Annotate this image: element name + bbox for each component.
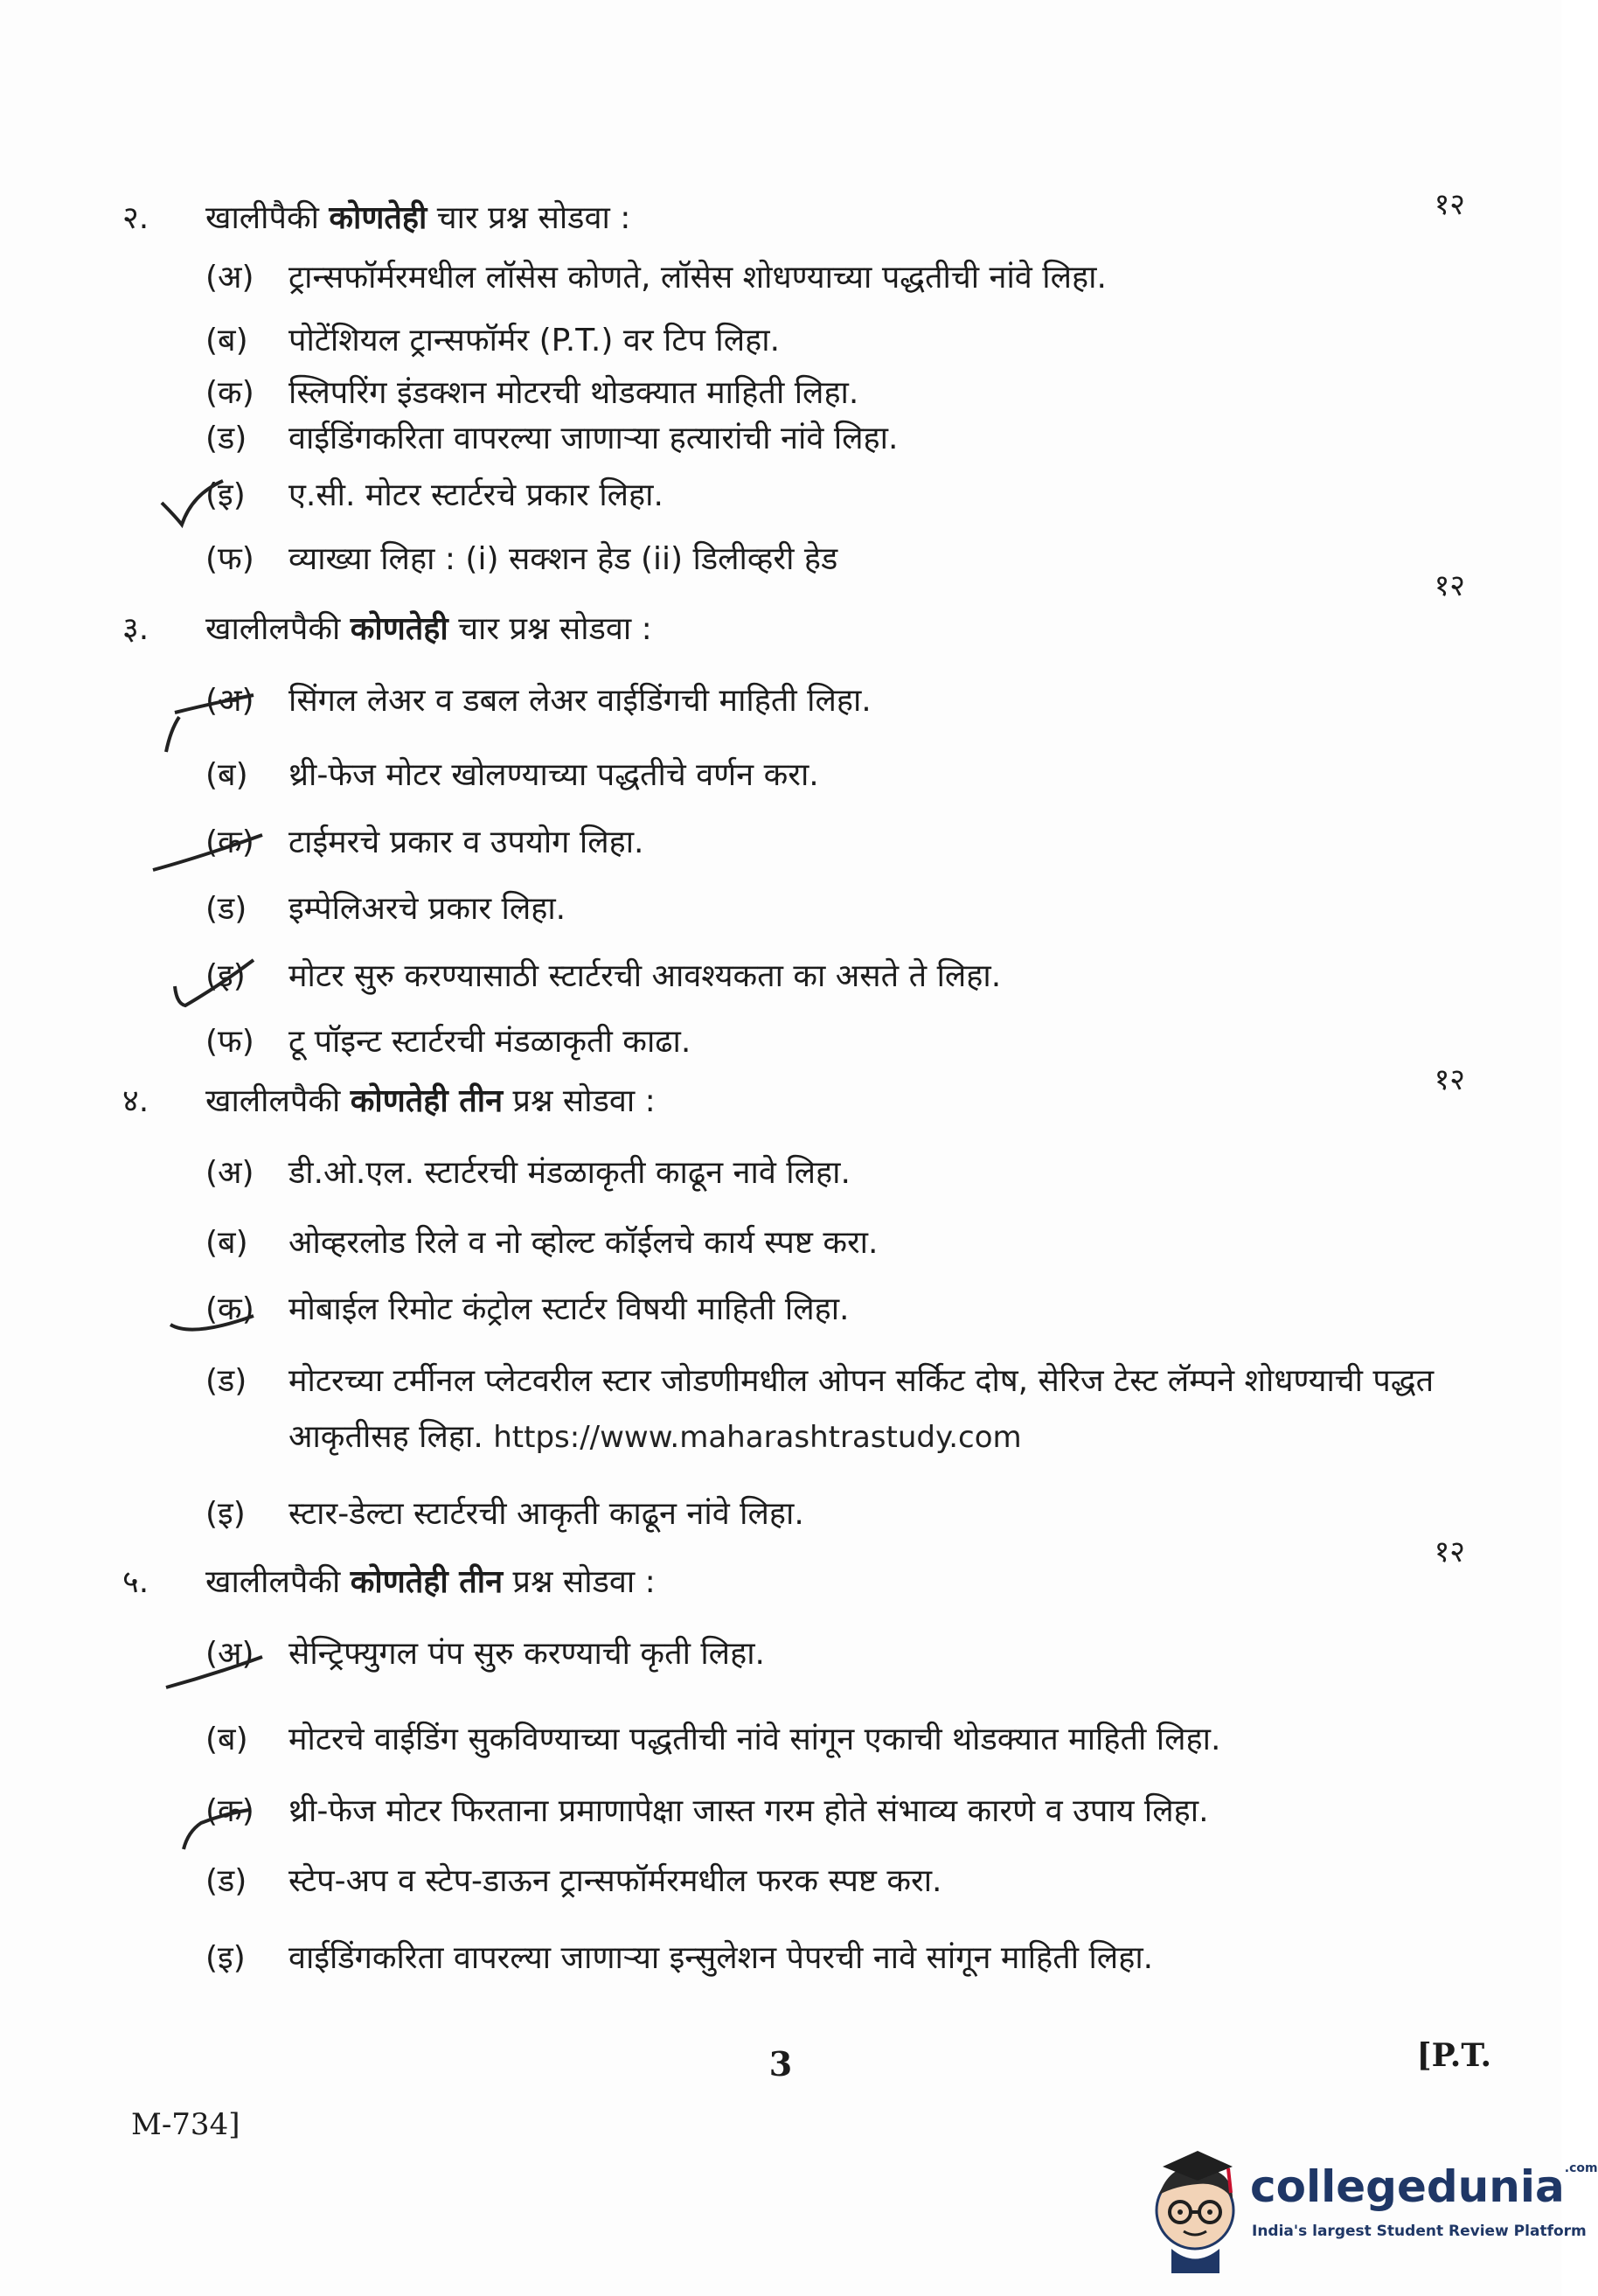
question-number: ५.	[122, 1564, 149, 1600]
item-text: मोटर सुरु करण्यासाठी स्टार्टरची आवश्यकता का असते ते लिहा.	[288, 958, 1002, 994]
item-label: (क)	[205, 375, 254, 411]
question-text: प्रश्न सोडवा :	[503, 1083, 656, 1119]
q3-item-c	[205, 815, 1447, 871]
question-5-marks: १२	[1434, 1534, 1465, 1569]
brand-tagline: India's largest Student Review Platform	[1252, 2223, 1587, 2240]
item-label: (अ)	[205, 260, 254, 296]
item-label: (ब)	[205, 1722, 248, 1757]
question-text-bold: कोणतेही तीन	[350, 1564, 504, 1600]
brand-name-text: collegedunia	[1250, 2161, 1565, 2212]
q5-item-b	[205, 1712, 1447, 1768]
item-text: टाईमरचे प्रकार व उपयोग लिहा.	[288, 824, 644, 860]
item-text: ओव्हरलोड रिले व नो व्होल्ट कॉईलचे कार्य स्पष्ट करा.	[288, 1225, 879, 1261]
item-label: (इ)	[205, 477, 246, 513]
item-text: व्याख्या लिहा : (i) सक्शन हेड (ii) डिलीव्हरी हेड	[288, 541, 838, 577]
item-text: थ्री-फेज मोटर खोलण्याच्या पद्धतीचे वर्णन करा.	[288, 757, 819, 793]
q4-item-a	[205, 1145, 1447, 1201]
item-text-body: मोटरच्या टर्मीनल प्लेटवरील स्टार जोडणीमधील ओपन सर्किट दोष, सेरिज टेस्ट लॅम्पने शोधण्याची पद्धत आकृतीसह लिहा.	[288, 1363, 1435, 1455]
question-number: ३.	[122, 611, 149, 647]
item-label: (अ)	[205, 1155, 254, 1191]
question-text: चार प्रश्न सोडवा :	[448, 611, 652, 647]
question-text: खालीलपैकी	[205, 1564, 351, 1600]
q3-item-b	[205, 748, 1447, 804]
q3-item-e	[205, 949, 1447, 1005]
question-5-heading	[122, 1562, 656, 1604]
item-text: इम्पेलिअरचे प्रकार लिहा.	[288, 891, 566, 927]
q4-item-b	[205, 1215, 1447, 1271]
item-label: (क)	[205, 1793, 254, 1829]
q5-item-e	[205, 1931, 1447, 1986]
item-label: (क)	[205, 1291, 254, 1327]
item-text	[288, 1353, 1442, 1465]
q2-item-d	[205, 411, 1447, 467]
item-text: वाईडिंगकरिता वापरल्या जाणाऱ्या हत्यारांची नांवे लिहा.	[288, 421, 899, 456]
q4-item-d	[205, 1353, 1447, 1465]
question-2-marks: १२	[1434, 187, 1465, 222]
item-text: थ्री-फेज मोटर फिरताना प्रमाणापेक्षा जास्त गरम होते संभाव्य कारणे व उपाय लिहा.	[288, 1793, 1209, 1829]
question-text: खालीलपैकी	[205, 611, 351, 647]
item-text: स्टेप-अप व स्टेप-डाऊन ट्रान्सफॉर्मरमधील फरक स्पष्ट करा.	[288, 1863, 942, 1899]
paper-code: M-734]	[131, 2107, 240, 2142]
item-label: (क)	[205, 824, 254, 860]
item-label: (ड)	[205, 1363, 247, 1399]
collegedunia-logo[interactable]	[1145, 2142, 1598, 2273]
item-label: (ड)	[205, 421, 247, 456]
item-label: (फ)	[205, 1024, 254, 1060]
question-text: खालीपैकी	[205, 200, 330, 236]
item-label: (अ)	[205, 683, 254, 719]
item-text: ए.सी. मोटर स्टार्टरचे प्रकार लिहा.	[288, 477, 664, 513]
question-3-heading	[122, 609, 652, 651]
please-turn-over: [P.T.	[1416, 2037, 1491, 2074]
q5-item-c	[205, 1784, 1447, 1840]
q3-item-f	[205, 1014, 1447, 1070]
item-text: मोबाईल रिमोट कंट्रोल स्टार्टर विषयी माहिती लिहा.	[288, 1291, 850, 1327]
question-text: खालीलपैकी	[205, 1083, 351, 1119]
item-label: (ड)	[205, 891, 247, 927]
q3-item-d	[205, 881, 1447, 937]
item-label: (ब)	[205, 757, 248, 793]
item-label: (फ)	[205, 541, 254, 577]
student-mascot-icon	[1145, 2142, 1246, 2273]
question-4-heading	[122, 1081, 656, 1123]
question-text: प्रश्न सोडवा :	[503, 1564, 656, 1600]
item-text: पोटेंशियल ट्रान्सफॉर्मर (P.T.) वर टिप लिहा.	[288, 323, 781, 358]
item-text: सेन्ट्रिफ्युगल पंप सुरु करण्याची कृती लिहा.	[288, 1636, 765, 1672]
q2-item-a	[205, 250, 1447, 306]
question-number: २.	[122, 200, 149, 236]
q2-item-e	[205, 468, 1447, 524]
item-label: (ब)	[205, 323, 248, 358]
q4-item-e	[205, 1486, 1447, 1542]
item-label: (इ)	[205, 1940, 246, 1976]
question-text-bold: कोणतेही	[350, 611, 448, 647]
question-text: चार प्रश्न सोडवा :	[427, 200, 631, 236]
brand-suffix: .com	[1564, 2161, 1598, 2175]
item-label: (इ)	[205, 958, 246, 994]
item-label: (अ)	[205, 1636, 254, 1672]
brand-name	[1250, 2161, 1598, 2212]
watermark-url[interactable]: https://www.maharashtrastudy.com	[493, 1420, 1022, 1455]
item-text: डी.ओ.एल. स्टार्टरची मंडळाकृती काढून नावे लिहा.	[288, 1155, 851, 1191]
q5-item-a	[205, 1626, 1447, 1682]
item-text: स्लिपरिंग इंडक्शन मोटरची थोडक्यात माहिती लिहा.	[288, 375, 859, 411]
question-3-marks: १२	[1434, 568, 1465, 603]
question-number: ४.	[122, 1083, 149, 1119]
item-text: मोटरचे वाईडिंग सुकविण्याच्या पद्धतीची नांवे सांगून एकाची थोडक्यात माहिती लिहा.	[288, 1722, 1221, 1757]
page-number: 3	[768, 2044, 793, 2084]
item-label: (इ)	[205, 1496, 246, 1532]
q3-item-a	[205, 673, 1447, 729]
item-text: वाईडिंगकरिता वापरल्या जाणाऱ्या इन्सुलेशन पेपरची नावे सांगून माहिती लिहा.	[288, 1940, 1154, 1976]
question-text-bold: कोणतेही	[329, 200, 427, 236]
question-text-bold: कोणतेही तीन	[350, 1083, 504, 1119]
q2-item-f	[205, 532, 1447, 588]
q4-item-c	[205, 1282, 1447, 1338]
item-label: (ब)	[205, 1225, 248, 1261]
item-text: स्टार-डेल्टा स्टार्टरची आकृती काढून नांवे लिहा.	[288, 1496, 804, 1532]
question-2-heading	[122, 198, 630, 240]
item-label: (ड)	[205, 1863, 247, 1899]
q5-item-d	[205, 1854, 1447, 1910]
item-text: सिंगल लेअर व डबल लेअर वाईडिंगची माहिती लिहा.	[288, 683, 872, 719]
question-4-marks: १२	[1434, 1062, 1465, 1097]
q2-item-b	[205, 313, 1447, 369]
item-text: ट्रान्सफॉर्मरमधील लॉसेस कोणते, लॉसेस शोधण्याच्या पद्धतीची नांवे लिहा.	[288, 260, 1107, 296]
item-text: टू पॉइन्ट स्टार्टरची मंडळाकृती काढा.	[288, 1024, 691, 1060]
